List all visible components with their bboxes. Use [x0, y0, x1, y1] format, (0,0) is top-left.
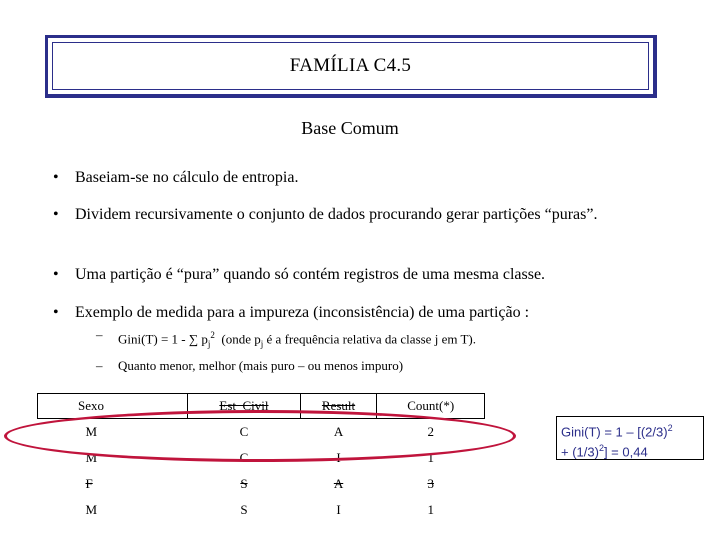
bullet-text: Uma partição é “pura” quando só contém registros de uma mesma classe.: [75, 266, 546, 283]
gini-result-line-1-text: Gini(T) = 1 – [(2/3): [561, 424, 668, 440]
sub-bullet-dash: –: [96, 357, 103, 373]
table-header-cell: Result: [300, 394, 377, 419]
table-cell: C: [239, 450, 249, 465]
table-header-cell: Count(*): [377, 394, 485, 419]
highlight-ellipse: [4, 410, 516, 462]
bullet-text: Baseiam-se no cálculo de entropia.: [75, 169, 299, 186]
bullet-item: [53, 263, 545, 286]
table-cell: 1: [427, 450, 434, 465]
table-cell: S: [240, 502, 248, 517]
table-header-cell: Sexo: [38, 394, 188, 419]
bullet-item: [53, 166, 298, 189]
table-cell: A: [333, 424, 344, 439]
table-cell: 3: [427, 476, 434, 491]
table-cell: I: [336, 502, 341, 517]
table-cell: C: [239, 424, 249, 439]
purity-text: Quanto menor, melhor (mais puro – ou menos impuro): [118, 357, 404, 373]
gini-result-line-1: [561, 420, 699, 440]
title-frame-inner: [52, 42, 649, 90]
bullet-dot: •: [53, 266, 59, 283]
table-cell: A: [333, 476, 344, 491]
sub-bullet-dash: –: [96, 327, 103, 342]
sub-bullet-purity: [96, 355, 476, 377]
gini-formula-superscript: 2: [210, 330, 215, 340]
table-cell: F: [85, 476, 93, 491]
gini-result-line-1-sup: 2: [667, 423, 673, 433]
table-cell: 1: [427, 502, 434, 517]
bullet-item: [53, 203, 597, 226]
title-frame: [45, 35, 657, 98]
gini-result-box: [556, 416, 704, 460]
table-row: [38, 497, 485, 523]
gini-result-line-2-tail: ] = 0,44: [603, 444, 648, 460]
slide-title: FAMÍLIA C4.5: [289, 55, 412, 76]
bullet-text: Exemplo de medida para a impureza (inconsistência) de uma partição :: [75, 304, 530, 321]
table-row: [38, 471, 485, 497]
sub-bullet-list: [96, 324, 476, 377]
table-cell: S: [240, 476, 248, 491]
bullet-dot: •: [53, 304, 59, 321]
bullet-dot: •: [53, 169, 59, 186]
table-cell: I: [336, 450, 341, 465]
slide-subtitle: Base Comum: [301, 118, 399, 138]
table-cell: M: [85, 450, 98, 465]
gini-result-line-2: [561, 440, 699, 460]
gini-result-line-2-sup: 2: [598, 443, 604, 454]
gini-formula-desc-tail: é a frequência relativa da classe j em T).: [266, 331, 476, 347]
table-cell: 2: [427, 424, 434, 439]
table-cell: M: [85, 424, 98, 439]
table-header-cell: Est_Civil: [188, 394, 300, 419]
gini-formula-lead: Gini(T) = 1 - ∑ p: [118, 331, 208, 347]
gini-formula-desc-subscript: j: [260, 338, 264, 349]
bullet-item: [53, 301, 529, 324]
gini-result-line-2-text: + (1/3): [561, 444, 599, 460]
bullet-text: Dividem recursivamente o conjunto de dados procurando gerar partições “puras”.: [75, 206, 598, 223]
sub-bullet-gini-formula: [96, 324, 476, 355]
gini-formula-subscript: j: [207, 338, 211, 349]
gini-formula-desc-lead: (onde p: [221, 331, 261, 347]
table-cell: M: [85, 502, 98, 517]
bullet-dot: •: [53, 206, 59, 223]
